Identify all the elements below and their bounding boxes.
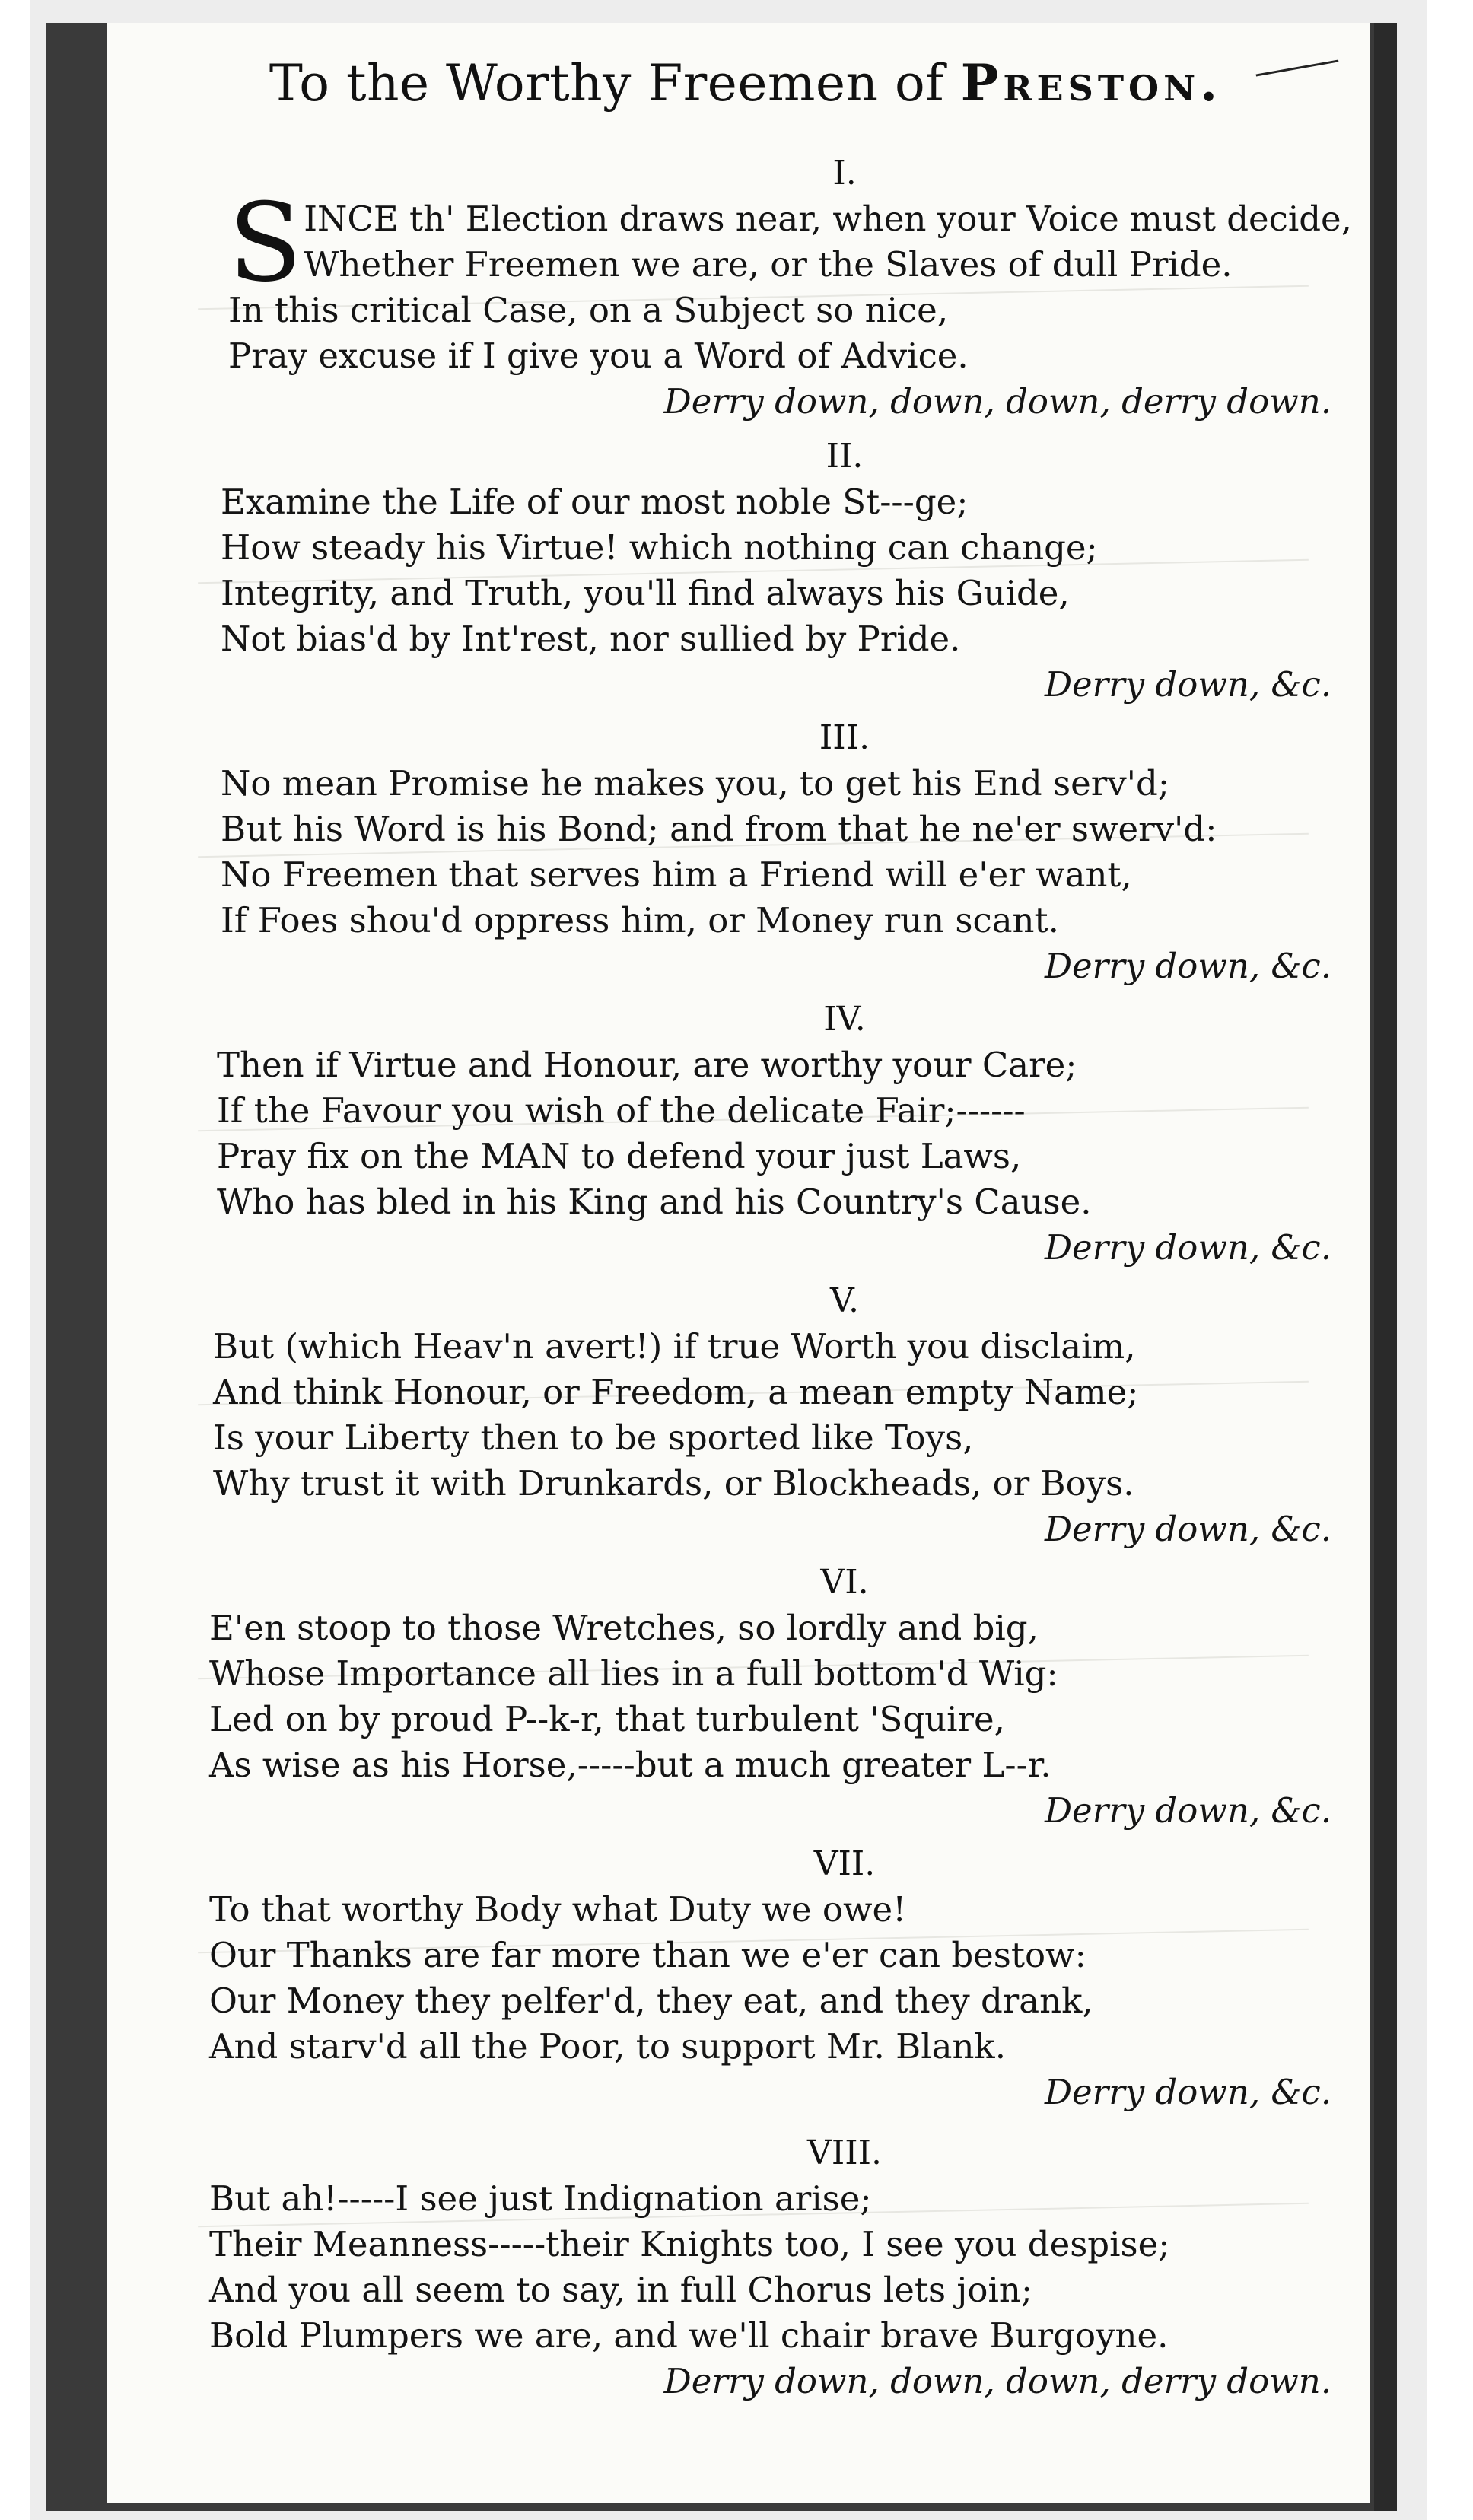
stanza-body bbox=[107, 479, 1339, 708]
stanza-numeral: VII. bbox=[813, 1844, 876, 1883]
verse-line: Then if Virtue and Honour, are worthy your Care; bbox=[217, 1045, 1077, 1085]
verse-line: And starv'd all the Poor, to support Mr. Blank. bbox=[209, 2026, 1006, 2067]
verse-line: But (which Heav'n avert!) if true Worth you disclaim, bbox=[213, 1326, 1136, 1367]
stanza-numeral: IV. bbox=[823, 1000, 866, 1039]
verse-line: But his Word is his Bond; and from that he ne'er swerv'd: bbox=[221, 809, 1217, 849]
refrain-line: Derry down, down, down, derry down. bbox=[663, 381, 1331, 422]
refrain-line: Derry down, &c. bbox=[1044, 664, 1331, 705]
verse-line: E'en stoop to those Wretches, so lordly and big, bbox=[209, 1608, 1039, 1648]
stanza-numeral: II. bbox=[826, 437, 864, 476]
verse-line: Pray excuse if I give you a Word of Advice. bbox=[228, 336, 969, 376]
verse-line: Is your Liberty then to be sported like Toys, bbox=[213, 1418, 974, 1458]
refrain-line: Derry down, &c. bbox=[1044, 2072, 1331, 2112]
verse-line: Our Money they pelfer'd, they eat, and they drank, bbox=[209, 1981, 1093, 2021]
verse-line: And you all seem to say, in full Chorus lets join; bbox=[209, 2270, 1032, 2310]
stanza-5 bbox=[107, 1278, 1339, 1552]
refrain-line: Derry down, &c. bbox=[1044, 1227, 1331, 1268]
verse-line: But ah!-----I see just Indignation arise; bbox=[209, 2178, 872, 2219]
verse-line: And think Honour, or Freedom, a mean empty Name; bbox=[213, 1372, 1139, 1412]
title-place: Preston. bbox=[960, 53, 1223, 113]
verse-line: If Foes shou'd oppress him, or Money run scant. bbox=[221, 900, 1059, 940]
broadside-title bbox=[107, 53, 1385, 113]
verse-line: Who has bled in his King and his Country's Cause. bbox=[217, 1182, 1092, 1222]
refrain-line: Derry down, down, down, derry down. bbox=[663, 2361, 1331, 2401]
stanza-body bbox=[107, 1042, 1339, 1271]
stanza-3 bbox=[107, 715, 1339, 989]
verse-line: Examine the Life of our most noble St---ge; bbox=[221, 482, 969, 522]
verse-line: Their Meanness-----their Knights too, I see you despise; bbox=[209, 2224, 1170, 2264]
verse-line: Bold Plumpers we are, and we'll chair brave Burgoyne. bbox=[209, 2315, 1169, 2356]
stanza-numeral: VI. bbox=[820, 1563, 869, 1602]
stanza-7 bbox=[107, 1841, 1339, 2115]
broadside-sheet bbox=[107, 23, 1370, 2503]
stanza-numeral: I. bbox=[832, 154, 857, 192]
verse-line: Led on by proud P--k-r, that turbulent 'Squire, bbox=[209, 1699, 1005, 1739]
stanza-body bbox=[107, 761, 1339, 989]
verse-line: In this critical Case, on a Subject so nice, bbox=[228, 290, 949, 330]
verse-line: To that worthy Body what Duty we owe! bbox=[209, 1889, 907, 1930]
stanza-body bbox=[107, 1887, 1339, 2115]
stanza-numeral: VIII. bbox=[807, 2133, 882, 2172]
verse-line: Whose Importance all lies in a full bottom'd Wig: bbox=[209, 1653, 1058, 1694]
stanza-numeral: III. bbox=[819, 718, 870, 757]
verse-line: Whether Freemen we are, or the Slaves of dull Pride. bbox=[304, 244, 1233, 285]
verse-line: Integrity, and Truth, you'll find always his Guide, bbox=[221, 573, 1070, 613]
verse-line: Why trust it with Drunkards, or Blockheads, or Boys. bbox=[213, 1463, 1134, 1503]
stanza-body bbox=[107, 180, 1352, 425]
verse-line: How steady his Virtue! which nothing can change; bbox=[221, 527, 1098, 568]
stanza-1 bbox=[107, 151, 1352, 425]
verse-line: As wise as his Horse,-----but a much greater L--r. bbox=[209, 1745, 1051, 1785]
verse-line: No mean Promise he makes you, to get his End serv'd; bbox=[221, 763, 1169, 803]
verse-line: Our Thanks are far more than we e'er can bestow: bbox=[209, 1935, 1086, 1975]
title-text: To the Worthy Freemen of bbox=[269, 54, 945, 113]
verse-line: No Freemen that serves him a Friend will e'er want, bbox=[221, 854, 1132, 895]
verse-line: If the Favour you wish of the delicate Fair;------ bbox=[217, 1090, 1026, 1131]
verse-line: INCE th' Election draws near, when your Voice must decide, bbox=[304, 199, 1352, 239]
stanza-4 bbox=[107, 997, 1339, 1271]
verse-line: Not bias'd by Int'rest, nor sullied by Pride. bbox=[221, 619, 961, 659]
stanza-body bbox=[107, 2176, 1339, 2404]
stanza-body bbox=[107, 1605, 1339, 1834]
drop-capital: S bbox=[228, 180, 303, 306]
stanza-numeral: V. bbox=[829, 1281, 860, 1320]
refrain-line: Derry down, &c. bbox=[1044, 1509, 1331, 1549]
stanza-8 bbox=[107, 2130, 1339, 2404]
verse-line: Pray fix on the MAN to defend your just Laws, bbox=[217, 1136, 1022, 1176]
stanza-6 bbox=[107, 1560, 1339, 1834]
stanza-body bbox=[107, 1324, 1339, 1552]
stanza-2 bbox=[107, 434, 1339, 708]
refrain-line: Derry down, &c. bbox=[1044, 1790, 1331, 1831]
refrain-line: Derry down, &c. bbox=[1044, 946, 1331, 986]
